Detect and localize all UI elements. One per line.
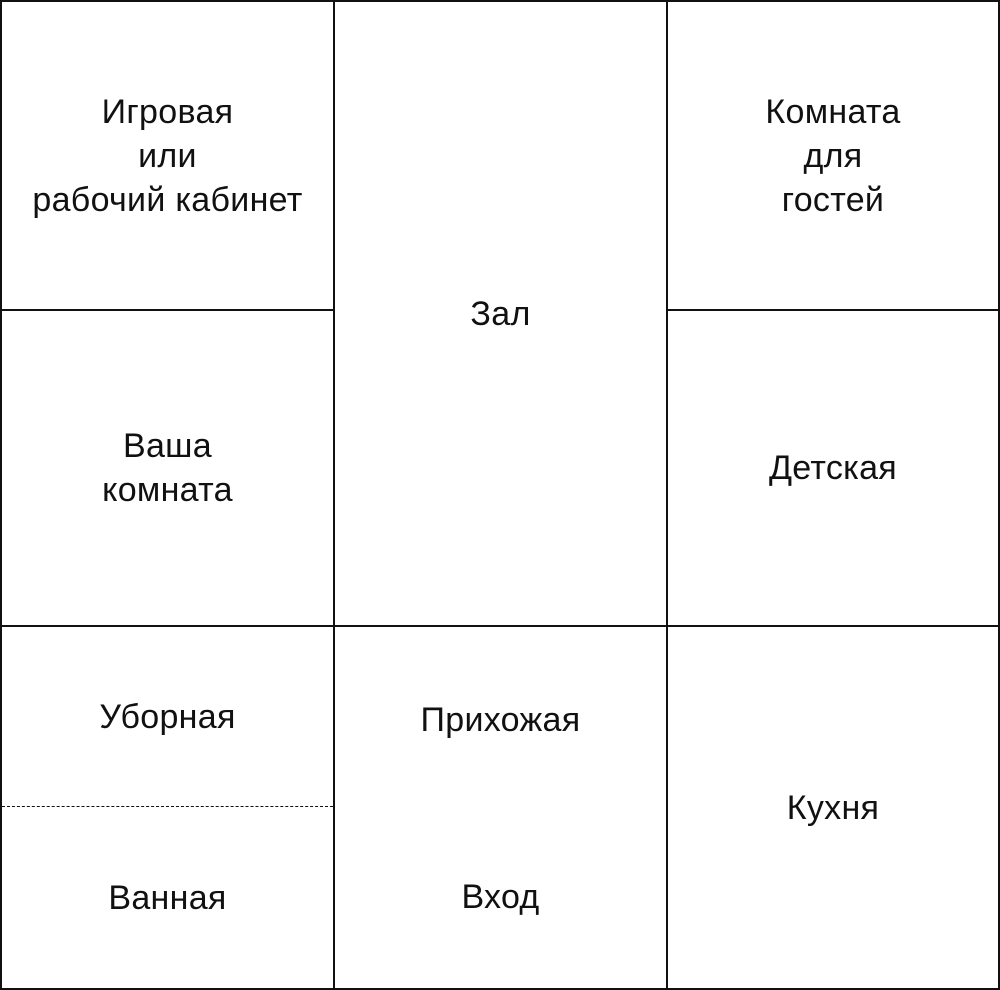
room-playroom (2, 2, 333, 309)
room-guest-room-line-2: для (803, 136, 863, 175)
room-kids-room-name: Детская (768, 449, 898, 487)
room-hall-label (470, 292, 530, 336)
room-kitchen-name: Кухня (786, 788, 880, 827)
room-playroom-label (32, 90, 302, 222)
room-entrance (335, 806, 666, 988)
room-hallway (335, 627, 666, 812)
room-your-room (2, 311, 333, 625)
room-hallway-label (421, 698, 581, 742)
room-guest-room-label (765, 90, 900, 222)
room-hallway-name: Прихожая (420, 700, 581, 739)
room-entrance-name: Вход (461, 878, 540, 916)
room-your-room-line-2: комната (102, 471, 233, 509)
room-kitchen-label (787, 786, 880, 830)
room-kids-room-label (769, 446, 897, 490)
room-toilet (2, 627, 333, 806)
room-hall (335, 2, 666, 625)
room-bathroom-label (108, 876, 226, 920)
room-bathroom-name: Ванная (108, 879, 227, 917)
room-playroom-line-2: или (138, 136, 197, 175)
room-guest-room-line-1: Комната (765, 92, 901, 131)
room-guest-room (668, 2, 998, 309)
room-kids-room (668, 311, 998, 625)
room-entrance-label (461, 875, 539, 919)
room-playroom-line-3: рабочий кабинет (32, 180, 303, 219)
room-kitchen (668, 627, 998, 988)
room-playroom-line-1: Игровая (101, 92, 234, 131)
room-your-room-label (102, 424, 233, 512)
room-toilet-name: Уборная (99, 697, 236, 736)
toilet-bath-divider (2, 806, 333, 807)
room-toilet-label (99, 695, 235, 739)
room-bathroom (2, 808, 333, 988)
room-your-room-line-1: Ваша (123, 427, 212, 465)
room-hall-name: Зал (470, 295, 531, 333)
room-guest-room-line-3: гостей (781, 180, 885, 219)
